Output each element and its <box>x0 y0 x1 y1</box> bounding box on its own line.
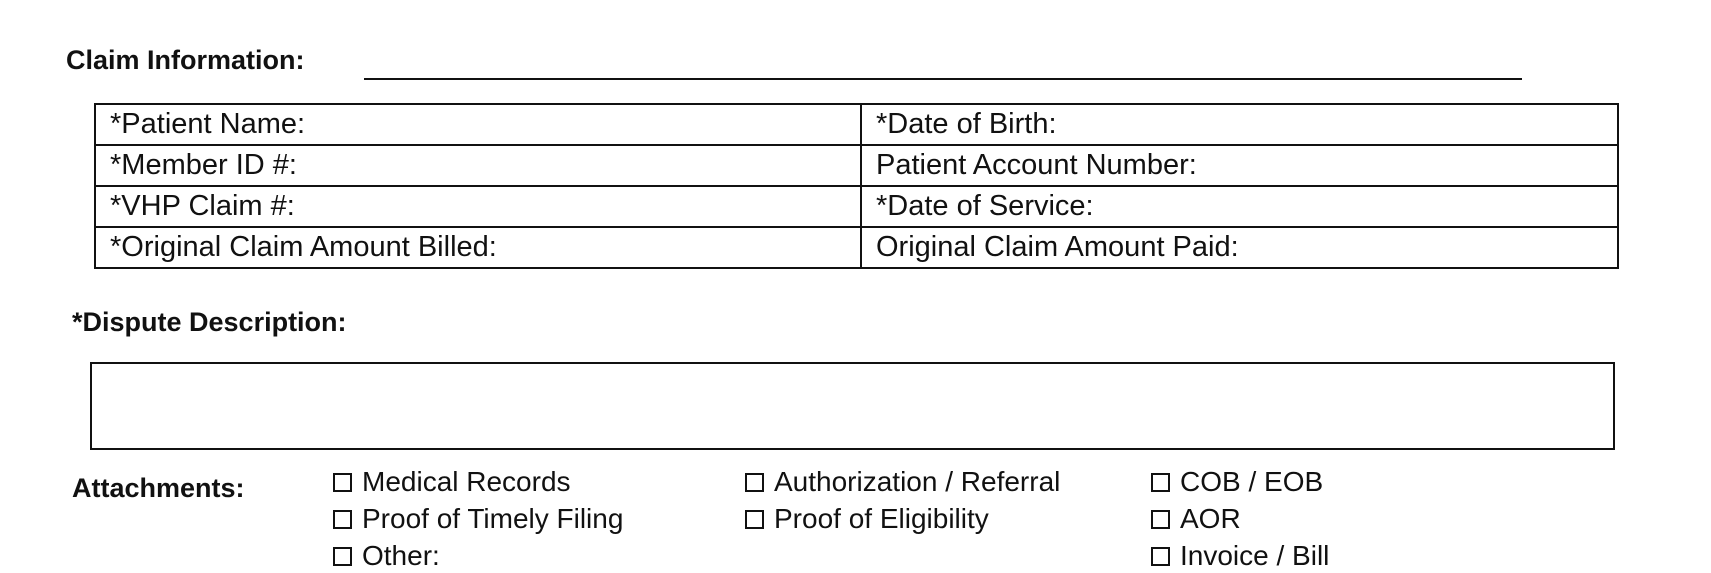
checkbox-icon[interactable] <box>1151 547 1170 566</box>
dispute-description-heading: *Dispute Description: <box>72 307 347 337</box>
claim-information-heading: Claim Information: <box>66 45 305 75</box>
checkbox-label: Medical Records <box>362 466 571 497</box>
checkbox-label: Other: <box>362 540 440 571</box>
attachment-medical-records-checkbox[interactable] <box>333 465 571 499</box>
checkbox-icon[interactable] <box>333 547 352 566</box>
attachment-proof-of-timely-filing-checkbox[interactable] <box>333 502 623 536</box>
attachment-authorization-referral-checkbox[interactable] <box>745 465 1060 499</box>
attachment-aor-checkbox[interactable] <box>1151 502 1241 536</box>
date-of-service-field[interactable]: *Date of Service: <box>861 186 1618 227</box>
checkbox-label: Authorization / Referral <box>774 466 1061 497</box>
attachment-proof-of-eligibility-checkbox[interactable] <box>745 502 989 536</box>
attachments-heading: Attachments: <box>72 473 245 503</box>
table-row <box>95 186 1618 227</box>
dispute-description-textarea[interactable] <box>90 362 1615 450</box>
checkbox-icon[interactable] <box>333 473 352 492</box>
table-row <box>95 145 1618 186</box>
attachment-invoice-bill-checkbox[interactable] <box>1151 539 1329 573</box>
checkbox-label: Invoice / Bill <box>1180 540 1330 571</box>
checkbox-label: Proof of Timely Filing <box>362 503 624 534</box>
table-row <box>95 227 1618 268</box>
member-id-field[interactable]: *Member ID #: <box>95 145 861 186</box>
checkbox-icon[interactable] <box>333 510 352 529</box>
original-claim-amount-billed-field[interactable]: *Original Claim Amount Billed: <box>95 227 861 268</box>
claim-information-table <box>94 103 1619 269</box>
vhp-claim-number-field[interactable]: *VHP Claim #: <box>95 186 861 227</box>
checkbox-icon[interactable] <box>745 510 764 529</box>
checkbox-icon[interactable] <box>1151 473 1170 492</box>
checkbox-label: Proof of Eligibility <box>774 503 989 534</box>
claim-information-underline <box>364 78 1522 80</box>
patient-account-number-field[interactable]: Patient Account Number: <box>861 145 1618 186</box>
patient-name-field[interactable]: *Patient Name: <box>95 104 861 145</box>
attachment-cob-eob-checkbox[interactable] <box>1151 465 1323 499</box>
original-claim-amount-paid-field[interactable]: Original Claim Amount Paid: <box>861 227 1618 268</box>
checkbox-icon[interactable] <box>745 473 764 492</box>
checkbox-icon[interactable] <box>1151 510 1170 529</box>
date-of-birth-field[interactable]: *Date of Birth: <box>861 104 1618 145</box>
checkbox-label: COB / EOB <box>1180 466 1324 497</box>
table-row <box>95 104 1618 145</box>
checkbox-label: AOR <box>1180 503 1241 534</box>
attachment-other-checkbox[interactable] <box>333 539 440 573</box>
